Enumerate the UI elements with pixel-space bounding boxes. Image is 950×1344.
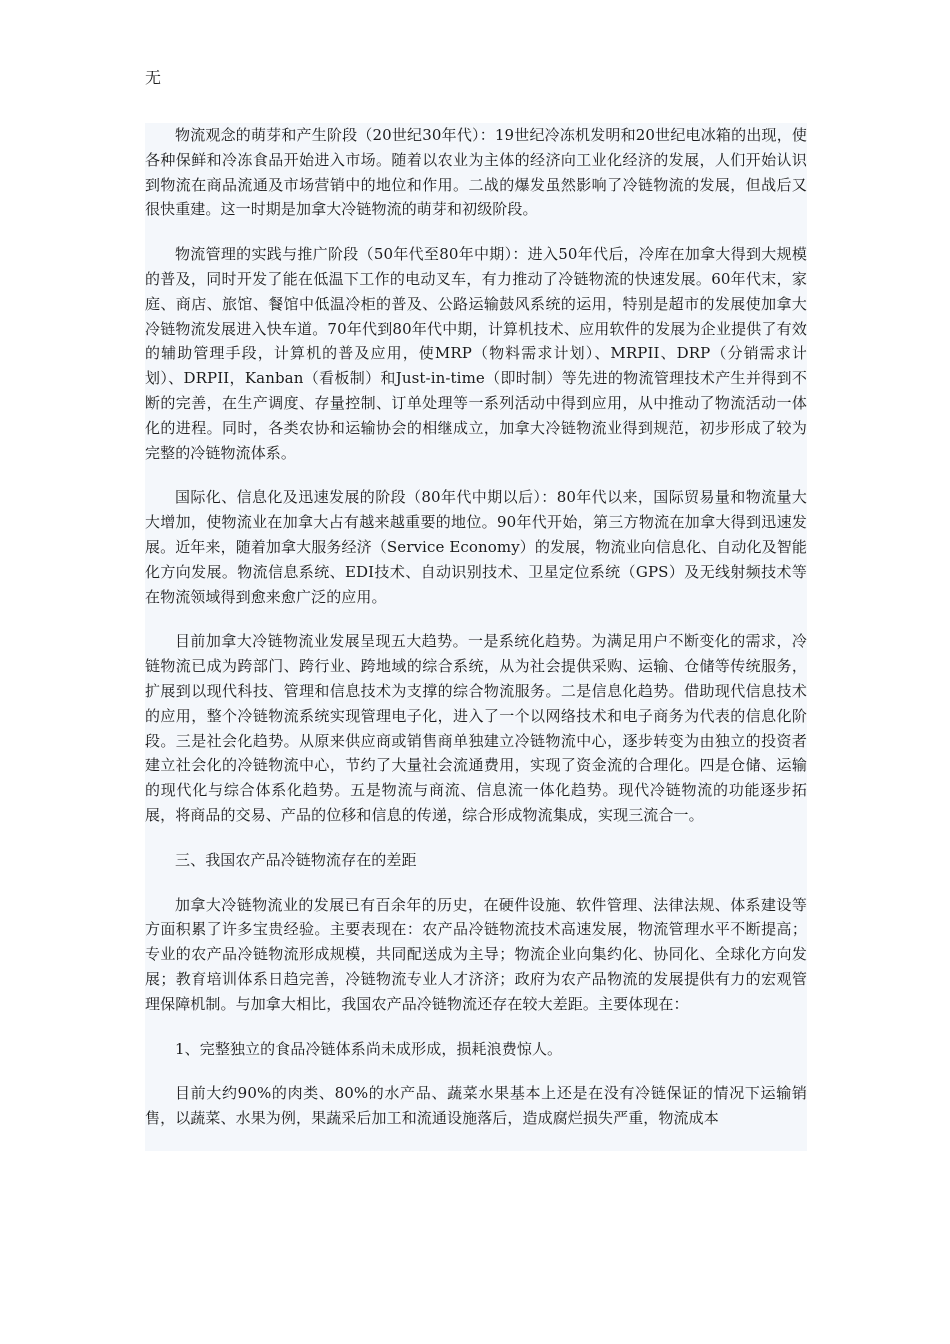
paragraph-4: 目前加拿大冷链物流业发展呈现五大趋势。一是系统化趋势。为满足用户不断变化的需求，冷链物流已成为跨部门、跨行业、跨地域的综合系统，从为社会提供采购、运输、仓储等传统服务，扩展到以现代科技、管理和信息技术为支撑的综合物流服务。二是信息化趋势。借助现代信息技术的应用，整个冷链物流系统实现管理电子化，进入了一个以网络技术和电子商务为代表的信息化阶段。三是社会化趋势。从原来供应商或销售商单独建立冷链物流中心，逐步转变为由独立的投资者建立社会化的冷链物流中心，节约了大量社会流通费用，实现了资金流的合理化。四是仓储、运输的现代化与综合体系化趋势。五是物流与商流、信息流一体化趋势。现代冷链物流的功能逐步拓展，将商品的交易、产品的位移和信息的传递，综合形成物流集成，实现三流合一。: [145, 632, 807, 824]
section-heading: 三、我国农产品冷链物流存在的差距: [175, 850, 417, 869]
paragraph-6: 目前大约90%的肉类、80%的水产品、蔬菜水果基本上还是在没有冷链保证的情况下运输销售，以蔬菜、水果为例，果蔬采后加工和流通设施落后，造成腐烂损失严重，物流成本: [145, 1084, 807, 1128]
paragraph-2: 物流管理的实践与推广阶段（50年代至80年中期）：进入50年代后，冷库在加拿大得到大规模的普及，同时开发了能在低温下工作的电动叉车，有力推动了冷链物流的快速发展。60年代末，家庭、商店、旅馆、餐馆中低温冷柜的普及、公路运输鼓风系统的运用，特别是超市的发展使加拿大冷链物流发展进入快车道。70年代到80年代中期，计算机技术、应用软件的发展为企业提供了有效的辅助管理手段，计算机的普及应用，使MRP（物料需求计划）、MRPII、DRP（分销需求计划）、DRPII，Kanban（看板制）和Just-in-time（即时制）等先进的物流管理技术产生并得到不断的完善，在生产调度、存量控制、订单处理等一系列活动中得到应用，从中推动了物流活动一体化的进程。同时，各类农协和运输协会的相继成立，加拿大冷链物流业得到规范，初步形成了较为完整的冷链物流体系。: [145, 245, 807, 462]
page-header: 无: [145, 68, 162, 87]
document-body: [145, 123, 807, 1151]
paragraph-5: 加拿大冷链物流业的发展已有百余年的历史，在硬件设施、软件管理、法律法规、体系建设等方面积累了许多宝贵经验。主要表现在：农产品冷链物流技术高速发展，物流管理水平不断提高；专业的农产品冷链物流形成规模，共同配送成为主导；物流企业向集约化、协同化、全球化方向发展；教育培训体系日趋完善，冷链物流专业人才济济；政府为农产品物流的发展提供有力的宏观管理保障机制。与加拿大相比，我国农产品冷链物流还存在较大差距。主要体现在：: [145, 895, 807, 1013]
paragraph-1: 物流观念的萌芽和产生阶段（20世纪30年代）：19世纪冷冻机发明和20世纪电冰箱的出现，使各种保鲜和冷冻食品开始进入市场。随着以农业为主体的经济向工业化经济的发展，人们开始认识到物流在商品流通及市场营销中的地位和作用。二战的爆发虽然影响了冷链物流的发展，但战后又很快重建。这一时期是加拿大冷链物流的萌芽和初级阶段。: [145, 126, 807, 219]
paragraph-3: 国际化、信息化及迅速发展的阶段（80年代中期以后）：80年代以来，国际贸易量和物流量大大增加，使物流业在加拿大占有越来越重要的地位。90年代开始，第三方物流在加拿大得到迅速发展。近年来，随着加拿大服务经济（Service Economy）的发展，物流业向信息化、自动化及智能化方向发展。物流信息系统、EDI技术、自动识别技术、卫星定位系统（GPS）及无线射频技术等在物流领域得到愈来愈广泛的应用。: [145, 488, 807, 606]
subsection-heading: 1、完整独立的食品冷链体系尚未成形成，损耗浪费惊人。: [175, 1039, 563, 1058]
